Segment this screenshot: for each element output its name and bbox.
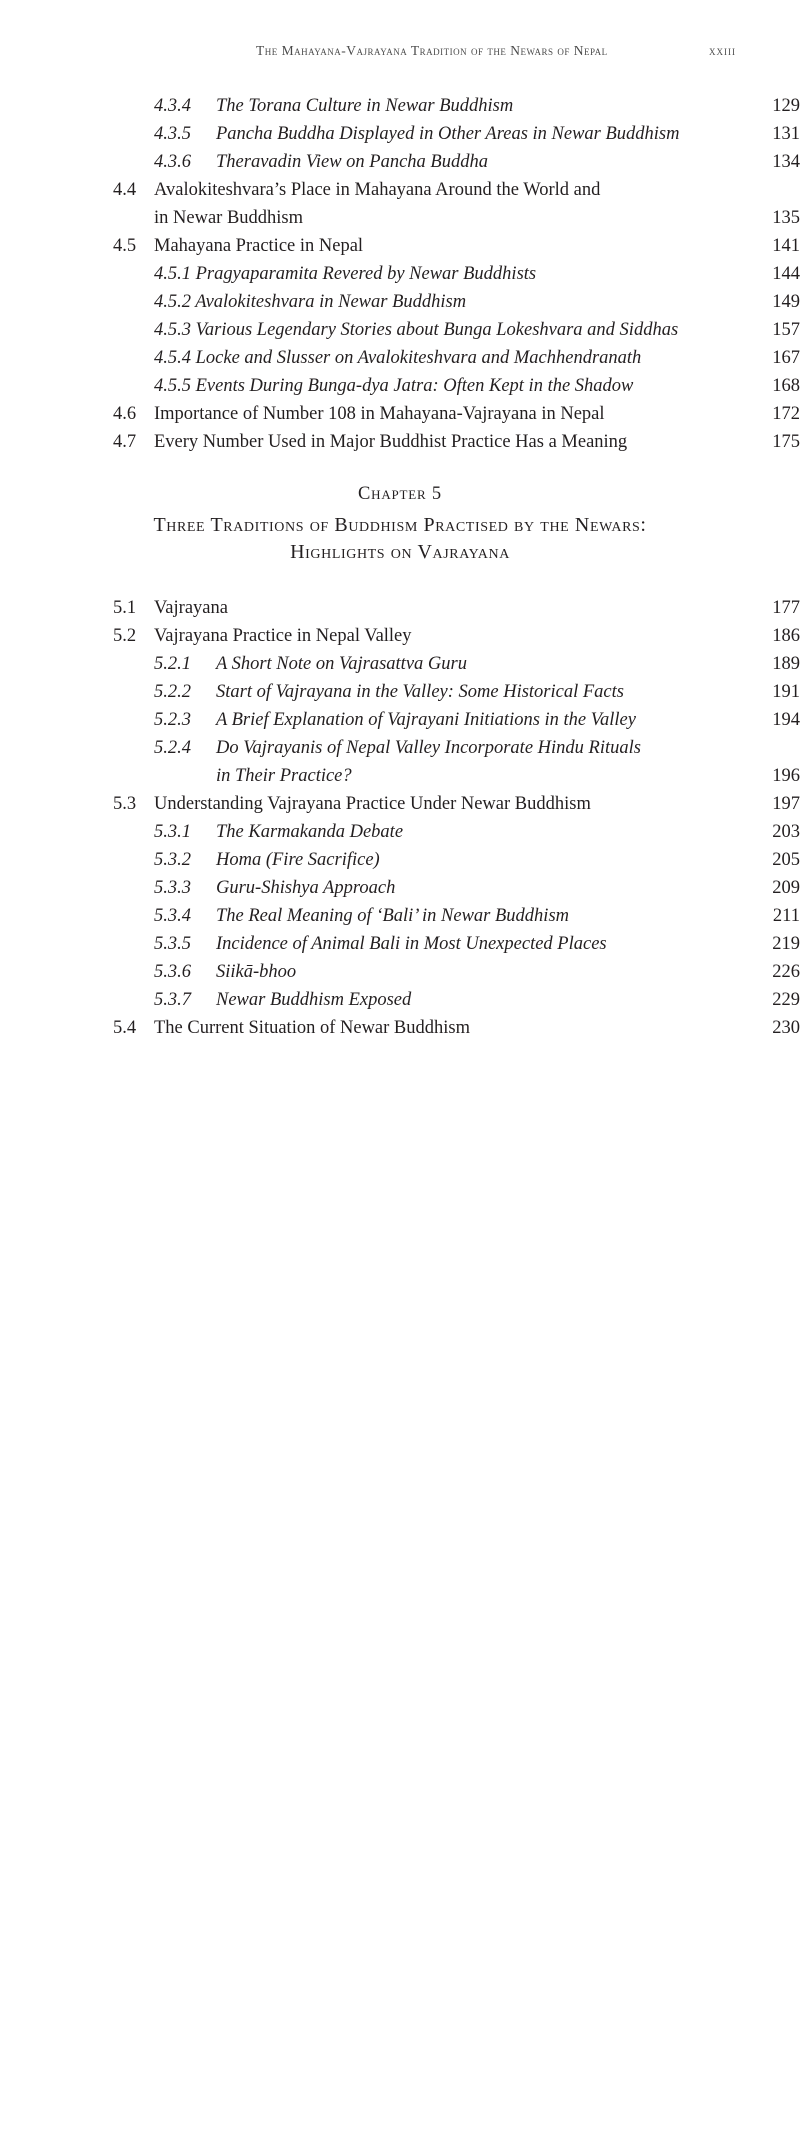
toc-entry-title: Theravadin View on Pancha Buddha <box>216 152 488 172</box>
toc-entry-title: The Torana Culture in Newar Buddhism <box>216 96 514 116</box>
toc-entry-page: 175 <box>772 432 800 452</box>
chapter-label: Chapter 5 <box>358 484 442 504</box>
toc-entry-title: The Real Meaning of ‘Bali’ in Newar Buddhism <box>216 906 570 926</box>
running-title: The Mahayana-Vajrayana Tradition of the Newars of Nepal <box>256 43 608 58</box>
toc-entry-title: Guru-Shishya Approach <box>216 878 396 898</box>
toc-entry-page: 194 <box>772 710 800 730</box>
toc-entry-page: 149 <box>772 292 800 312</box>
toc-entry-number: 4.7 <box>113 432 137 452</box>
toc-entry <box>0 594 800 622</box>
toc-entry-number: 5.3.7 <box>154 990 191 1010</box>
toc-entry-title: Incidence of Animal Bali in Most Unexpected Places <box>216 934 607 954</box>
page-number: xxiii <box>709 43 736 58</box>
toc-entry <box>0 288 800 316</box>
toc-entry-page: 177 <box>772 598 800 618</box>
toc-entry <box>0 372 800 400</box>
toc-entry <box>0 734 800 762</box>
toc-entry-page: 168 <box>772 376 800 396</box>
toc-entry-title: Newar Buddhism Exposed <box>216 990 412 1010</box>
toc-entry-title: The Karmakanda Debate <box>216 822 404 842</box>
toc-entry <box>0 818 800 846</box>
toc-entry-number: 4.3.6 <box>154 152 191 172</box>
toc-entry-number: 5.2.2 <box>154 682 191 702</box>
toc-entry-number: 5.4 <box>113 1018 137 1038</box>
toc-entry-title: Understanding Vajrayana Practice Under Newar Buddhism <box>154 794 591 814</box>
toc-entry-page: 196 <box>772 766 800 786</box>
toc-entry-page: 144 <box>772 264 800 284</box>
toc-entry-title: in Their Practice? <box>216 766 352 786</box>
toc-entry <box>0 1014 800 1042</box>
toc-entry-title: The Current Situation of Newar Buddhism <box>154 1018 470 1038</box>
toc-entry-page: 197 <box>772 794 800 814</box>
toc-entry-number: 5.3.5 <box>154 934 191 954</box>
toc-entry-number: 4.4 <box>113 180 137 200</box>
toc-entry-page: 189 <box>772 654 800 674</box>
toc-entry-title: Vajrayana <box>154 598 228 618</box>
toc-entry-number: 5.3.6 <box>154 962 191 982</box>
toc-entry-title: Every Number Used in Major Buddhist Practice Has a Meaning <box>154 432 628 452</box>
toc-entry-page: 186 <box>772 626 800 646</box>
toc-entry <box>0 232 800 260</box>
running-header <box>60 43 740 67</box>
toc-entry-title: Avalokiteshvara’s Place in Mahayana Around the World and <box>154 180 601 200</box>
toc-entry-page: 203 <box>772 822 800 842</box>
toc-entry <box>0 344 800 372</box>
toc-entry-title: Siikā-bhoo <box>216 962 297 982</box>
toc-entry <box>0 930 800 958</box>
chapter-title-line-2: Highlights on Vajrayana <box>290 541 510 563</box>
toc-entry-page: 211 <box>772 906 800 926</box>
toc-entry-page: 191 <box>772 682 800 702</box>
toc-entry-number: 5.3.1 <box>154 822 191 842</box>
toc-entry-page: 172 <box>772 404 800 424</box>
toc-entry <box>0 120 800 148</box>
toc-entry-number: 5.2.3 <box>154 710 191 730</box>
toc-entry-title: Mahayana Practice in Nepal <box>154 236 364 256</box>
toc-entry <box>0 874 800 902</box>
toc-entry <box>0 400 800 428</box>
toc-entry-title: Pancha Buddha Displayed in Other Areas in Newar Buddhism <box>216 124 680 144</box>
toc-entry-page: 131 <box>772 124 800 144</box>
toc-entry <box>0 428 800 456</box>
toc-entry <box>0 650 800 678</box>
toc-entry <box>0 622 800 650</box>
toc-entry-page: 230 <box>772 1018 800 1038</box>
toc-entry <box>0 92 800 120</box>
toc-entry-page: 134 <box>772 152 800 172</box>
toc-entry-number: 4.6 <box>113 404 137 424</box>
toc-entry-number: 5.3.3 <box>154 878 191 898</box>
toc-entry-page: 226 <box>772 962 800 982</box>
toc-entry-title: 4.5.3 Various Legendary Stories about Bunga Lokeshvara and Siddhas <box>154 320 679 340</box>
toc-entry-number: 5.3.4 <box>154 906 191 926</box>
toc-entry-title: A Brief Explanation of Vajrayani Initiations in the Valley <box>216 710 636 730</box>
toc-entry-page: 229 <box>772 990 800 1010</box>
toc-entry-page: 157 <box>772 320 800 340</box>
toc-entry-number: 4.5 <box>113 236 137 256</box>
toc-entry-number: 4.3.4 <box>154 96 191 116</box>
toc-entry <box>0 706 800 734</box>
toc-entry <box>0 316 800 344</box>
toc-entry <box>0 846 800 874</box>
toc-entry-page: 219 <box>772 934 800 954</box>
toc-entry-page: 205 <box>772 850 800 870</box>
toc-entry-title: 4.5.2 Avalokiteshvara in Newar Buddhism <box>154 292 467 312</box>
toc-entry <box>0 902 800 930</box>
chapter-title-line-1: Three Traditions of Buddhism Practised by the Newars: <box>153 514 647 536</box>
toc-entry-number: 5.2 <box>113 626 137 646</box>
toc-entry <box>0 148 800 176</box>
toc-entry-number: 5.2.1 <box>154 654 191 674</box>
toc-entry-page: 167 <box>772 348 800 368</box>
toc-entry-number: 5.2.4 <box>154 738 191 758</box>
toc-entry-continuation <box>0 762 800 790</box>
toc-entry-title: 4.5.4 Locke and Slusser on Avalokiteshvara and Machhendranath <box>154 348 642 368</box>
toc-entry-number: 5.1 <box>113 598 137 618</box>
toc-entry-number: 5.3.2 <box>154 850 191 870</box>
toc-entry-title: A Short Note on Vajrasattva Guru <box>216 654 467 674</box>
toc-entry-page: 209 <box>772 878 800 898</box>
toc-entry-title: Do Vajrayanis of Nepal Valley Incorporate Hindu Rituals <box>216 738 641 758</box>
toc-entry-title: 4.5.5 Events During Bunga-dya Jatra: Often Kept in the Shadow <box>154 376 634 396</box>
toc-entry-page: 141 <box>772 236 800 256</box>
toc-entry-title: 4.5.1 Pragyaparamita Revered by Newar Buddhists <box>154 264 537 284</box>
toc-entry <box>0 260 800 288</box>
toc-entry-page: 129 <box>772 96 800 116</box>
toc-entry-continuation <box>0 204 800 232</box>
toc-entry <box>0 986 800 1014</box>
toc-entry <box>0 176 800 204</box>
toc-entry <box>0 678 800 706</box>
toc-entry-title: Importance of Number 108 in Mahayana-Vajrayana in Nepal <box>154 404 605 424</box>
toc-entry <box>0 790 800 818</box>
toc-entry <box>0 958 800 986</box>
toc-entry-number: 5.3 <box>113 794 137 814</box>
toc-entry-title: Vajrayana Practice in Nepal Valley <box>154 626 412 646</box>
toc-entry-number: 4.3.5 <box>154 124 191 144</box>
toc-entry-page: 135 <box>772 208 800 228</box>
toc-entry-title: in Newar Buddhism <box>154 208 304 228</box>
toc-entry-title: Start of Vajrayana in the Valley: Some Historical Facts <box>216 682 624 702</box>
toc-entry-title: Homa (Fire Sacrifice) <box>216 850 380 870</box>
